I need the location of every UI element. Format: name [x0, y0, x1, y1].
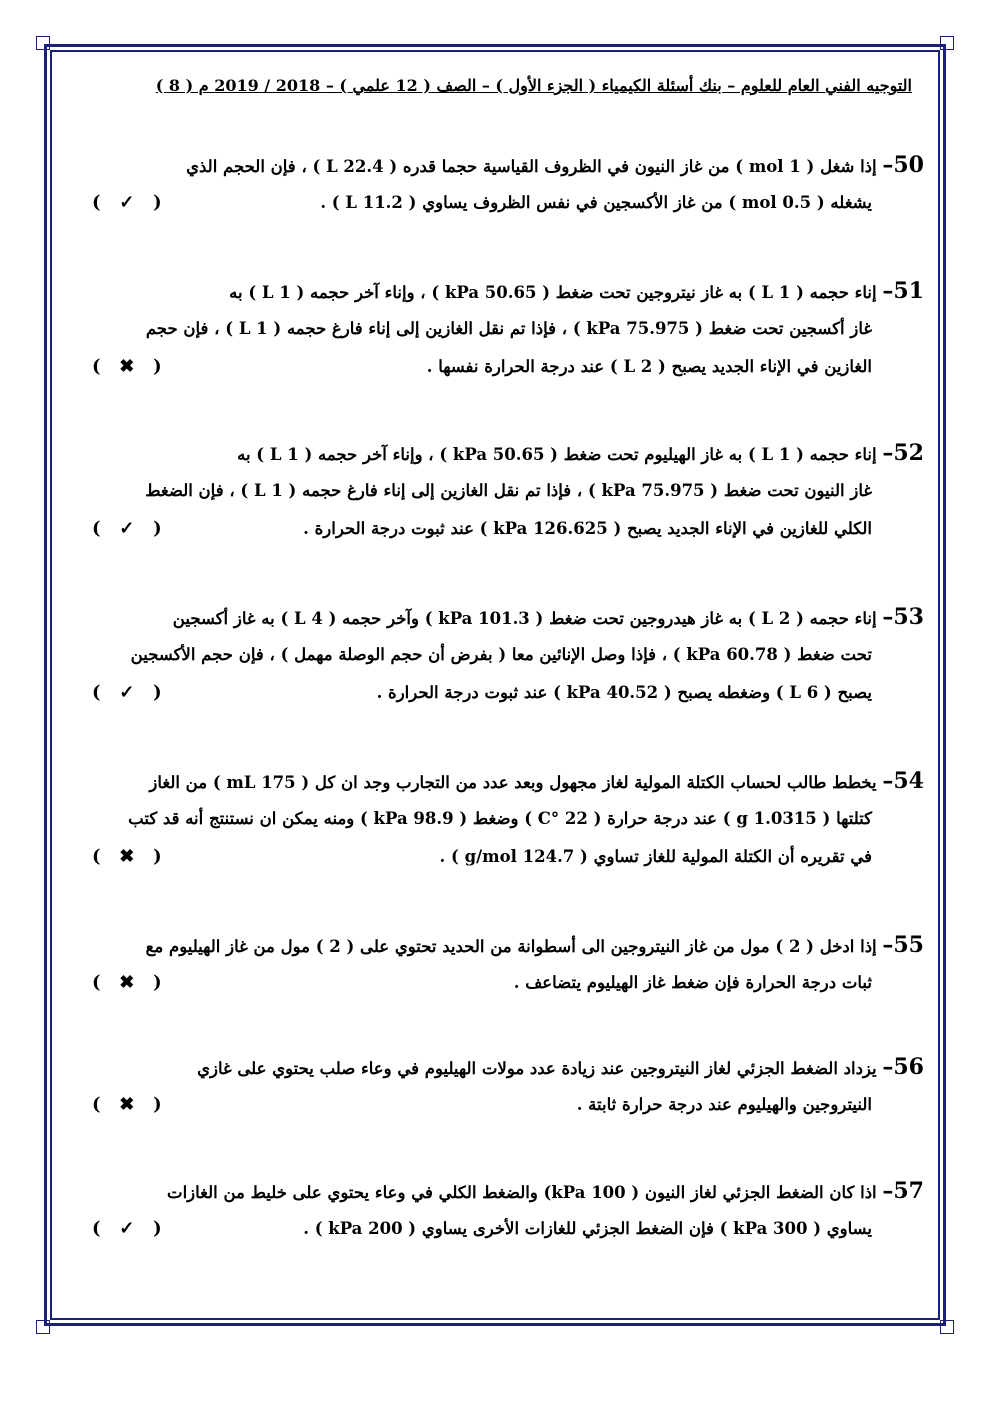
- cross-icon: ✖: [119, 846, 135, 867]
- question-text: يخطط طالب لحساب الكتلة المولية لغاز مجهول وبعد عدد من التجارب وجد ان كل ( 175 mL ) من الغاز: [149, 773, 877, 792]
- question-50: 50– إذا شغل ( 1 mol ) من غاز النيون في الظروف القياسية حجما قدره ( 22.4 L ) ، فإن الحجم الذي يشغله ( 0.5 mol ) من غاز الأكسجين في نفس الظروف يساوي ( 11.2 L ) . ( ✓ ): [84, 146, 924, 222]
- question-number: 57: [893, 1178, 924, 1204]
- answer-mark: ( ✓ ): [92, 674, 162, 712]
- question-text: كتلتها ( 1.0315 g ) عند درجة حرارة ( 22 °C ) وضغط ( 98.9 kPa ) ومنه يمكن ان نستنتج أنه قد كتب: [128, 809, 872, 828]
- question-text: الكلي للغازين في الإناء الجديد يصبح ( 126.625 kPa ) عند ثبوت درجة الحرارة .: [303, 519, 872, 538]
- answer-mark: ( ✖ ): [92, 348, 162, 386]
- question-number: 56: [893, 1054, 924, 1080]
- answer-mark: ( ✖ ): [92, 838, 162, 876]
- question-text: غاز النيون تحت ضغط ( 75.975 kPa ) ، فإذا تم نقل الغازين إلى إناء فارغ حجمه ( 1 L ) ، فإن الضغط: [145, 481, 872, 500]
- question-51: 51– إناء حجمه ( 1 L ) به غاز نيتروجين تحت ضغط ( 50.65 kPa ) ، وإناء آخر حجمه ( 1 L ) به غاز أكسجين تحت ضغط ( 75.975 kPa ) ، فإذا تم نقل الغازين إلى إناء فارغ حجمه ( 1 L ) ، فإن حجم الغازين في الإناء الجديد يصبح ( 2 L ) عند درجة الحرارة نفسها . ( ✖ ): [84, 272, 924, 386]
- border-corner: [940, 1320, 954, 1334]
- question-text: يشغله ( 0.5 mol ) من غاز الأكسجين في نفس الظروف يساوي ( 11.2 L ) .: [320, 193, 872, 212]
- cross-icon: ✖: [119, 1094, 135, 1115]
- question-52: 52– إناء حجمه ( 1 L ) به غاز الهيليوم تحت ضغط ( 50.65 kPa ) ، وإناء آخر حجمه ( 1 L ) به غاز النيون تحت ضغط ( 75.975 kPa ) ، فإذا تم نقل الغازين إلى إناء فارغ حجمه ( 1 L ) ، فإن الضغط الكلي للغازين في الإناء الجديد يصبح ( 126.625 kPa ) عند ثبوت درجة الحرارة . ( ✓ ): [84, 434, 924, 548]
- question-number: 54: [893, 768, 924, 794]
- cross-icon: ✖: [119, 356, 135, 377]
- question-number: 51: [893, 278, 924, 304]
- question-text: ثبات درجة الحرارة فإن ضغط غاز الهيليوم يتضاعف .: [513, 973, 872, 992]
- border-corner: [36, 1320, 50, 1334]
- answer-mark: ( ✓ ): [92, 184, 162, 222]
- check-icon: ✓: [119, 1218, 135, 1239]
- question-55: 55– إذا ادخل ( 2 ) مول من غاز النيتروجين الى أسطوانة من الحديد تحتوي على ( 2 ) مول من غاز الهيليوم مع ثبات درجة الحرارة فإن ضغط غاز الهيليوم يتضاعف . ( ✖ ): [84, 926, 924, 1002]
- question-number: 55: [893, 932, 924, 958]
- question-text: إذا شغل ( 1 mol ) من غاز النيون في الظروف القياسية حجما قدره ( 22.4 L ) ، فإن الحجم الذي: [186, 157, 877, 176]
- question-number: 53: [893, 604, 924, 630]
- check-icon: ✓: [119, 192, 135, 213]
- question-56: 56– يزداد الضغط الجزئي لغاز النيتروجين عند زيادة عدد مولات الهيليوم في وعاء صلب يحتوي على غازي النيتروجين والهيليوم عند درجة حرارة ثابتة . ( ✖ ): [84, 1048, 924, 1124]
- question-53: 53– إناء حجمه ( 2 L ) به غاز هيدروجين تحت ضغط ( 101.3 kPa ) وآخر حجمه ( 4 L ) به غاز أكسجين تحت ضغط ( 60.78 kPa ) ، فإذا وصل الإنائين معا ( بفرض أن حجم الوصلة مهمل ) ، فإن حجم الأكسجين يصبح ( 6 L ) وضغطه يصبح ( 40.52 kPa ) عند ثبوت درجة الحرارة . ( ✓ ): [84, 598, 924, 712]
- check-icon: ✓: [119, 518, 135, 539]
- question-text: تحت ضغط ( 60.78 kPa ) ، فإذا وصل الإنائين معا ( بفرض أن حجم الوصلة مهمل ) ، فإن حجم الأكسجين: [130, 645, 872, 664]
- question-text: إذا ادخل ( 2 ) مول من غاز النيتروجين الى أسطوانة من الحديد تحتوي على ( 2 ) مول من غاز الهيليوم مع: [145, 937, 877, 956]
- question-54: 54– يخطط طالب لحساب الكتلة المولية لغاز مجهول وبعد عدد من التجارب وجد ان كل ( 175 mL ) من الغاز كتلتها ( 1.0315 g ) عند درجة حرارة ( 22 °C ) وضغط ( 98.9 kPa ) ومنه يمكن ان نستنتج أنه قد كتب في تقريره أن الكتلة المولية للغاز تساوي ( 124.7 g/mol ) . ( ✖ ): [84, 762, 924, 876]
- page-header: التوجيه الفني العام للعلوم – بنك أسئلة الكيمياء ( الجزء الأول ) – الصف ( 12 علمي ) – 2018 / 2019 م ( 8 ): [155, 76, 912, 95]
- cross-icon: ✖: [119, 972, 135, 993]
- question-text: يساوي ( 300 kPa ) فإن الضغط الجزئي للغازات الأخرى يساوي ( 200 kPa ) .: [303, 1219, 872, 1238]
- question-text: النيتروجين والهيليوم عند درجة حرارة ثابتة .: [576, 1095, 872, 1114]
- answer-mark: ( ✖ ): [92, 964, 162, 1002]
- question-text: إناء حجمه ( 1 L ) به غاز نيتروجين تحت ضغط ( 50.65 kPa ) ، وإناء آخر حجمه ( 1 L ) به: [229, 283, 877, 302]
- question-text: غاز أكسجين تحت ضغط ( 75.975 kPa ) ، فإذا تم نقل الغازين إلى إناء فارغ حجمه ( 1 L ) ، فإن حجم: [145, 319, 872, 338]
- answer-mark: ( ✓ ): [92, 510, 162, 548]
- answer-mark: ( ✖ ): [92, 1086, 162, 1124]
- question-text: اذا كان الضغط الجزئي لغاز النيون ( 100 kPa) والضغط الكلي في وعاء يحتوي على خليط من الغازات: [167, 1183, 877, 1202]
- question-text: الغازين في الإناء الجديد يصبح ( 2 L ) عند درجة الحرارة نفسها .: [426, 357, 872, 376]
- question-number: 52: [893, 440, 924, 466]
- answer-mark: ( ✓ ): [92, 1210, 162, 1248]
- question-text: يزداد الضغط الجزئي لغاز النيتروجين عند زيادة عدد مولات الهيليوم في وعاء صلب يحتوي على غازي: [197, 1059, 877, 1078]
- question-text: في تقريره أن الكتلة المولية للغاز تساوي ( 124.7 g/mol ) .: [439, 847, 872, 866]
- question-text: يصبح ( 6 L ) وضغطه يصبح ( 40.52 kPa ) عند ثبوت درجة الحرارة .: [376, 683, 872, 702]
- question-number: 50: [893, 152, 924, 178]
- border-corner: [36, 36, 50, 50]
- check-icon: ✓: [119, 682, 135, 703]
- border-corner: [940, 36, 954, 50]
- question-text: إناء حجمه ( 1 L ) به غاز الهيليوم تحت ضغط ( 50.65 kPa ) ، وإناء آخر حجمه ( 1 L ) به: [237, 445, 877, 464]
- question-57: 57– اذا كان الضغط الجزئي لغاز النيون ( 100 kPa) والضغط الكلي في وعاء يحتوي على خليط من الغازات يساوي ( 300 kPa ) فإن الضغط الجزئي للغازات الأخرى يساوي ( 200 kPa ) . ( ✓ ): [84, 1172, 924, 1248]
- question-text: إناء حجمه ( 2 L ) به غاز هيدروجين تحت ضغط ( 101.3 kPa ) وآخر حجمه ( 4 L ) به غاز أكسجين: [172, 609, 877, 628]
